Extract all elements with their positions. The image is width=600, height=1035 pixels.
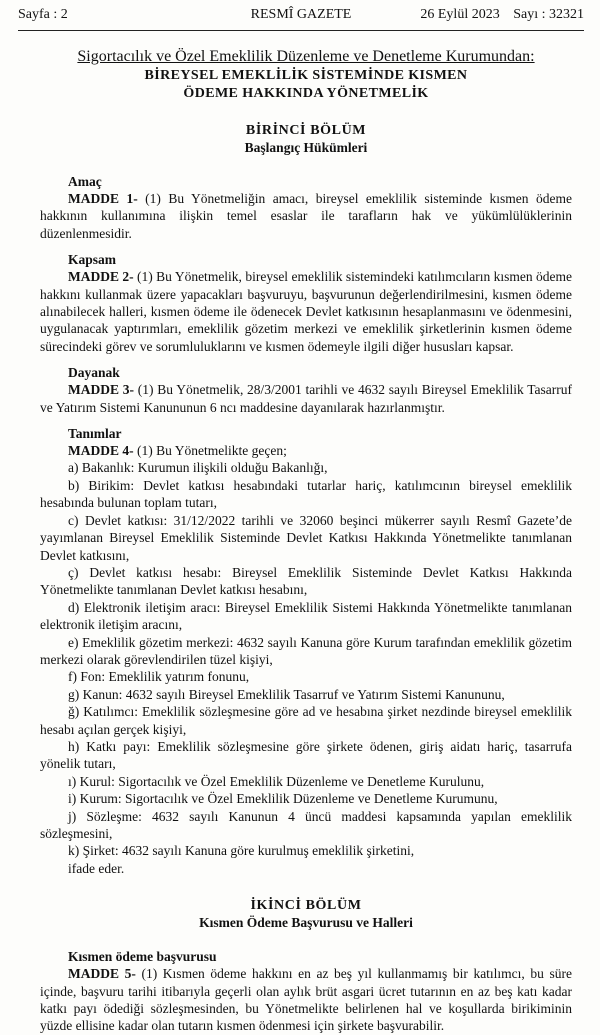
article-number: MADDE 1- — [68, 191, 138, 206]
article-text: (1) Bu Yönetmelikte geçen; — [133, 443, 287, 459]
page-number: Sayfa : 2 — [18, 7, 68, 22]
definition-item: ç) Devlet katkısı hesabı: Bireysel Emeklilik Sisteminde Devlet Katkısı Hakkında Yönetmelikte tanımlanan Devlet katkısı hesabını, — [40, 564, 572, 598]
section-heading-kapsam: Kapsam — [68, 252, 117, 268]
article-text: (1) Bu Yönetmelik, bireysel emeklilik sistemindeki katılımcıların kısmen ödeme hakkını kullanmak üzere yapacakları başvuruyu, başvurunun değerlendirilmesini, kısmen ödeme alınabilecek halleri, kısmen ödeme ile ödenecek Devlet katkısının hesaplanmasını ve ödenmesini, uygulanacak yaptırımları, emeklilik gözetim merkezi ve emeklilik şirketlerinin kısmen ödeme sürecindeki görev ve sorumluluklarını ve kısmen ödemeyle ilgili diğer hususları kapsar. — [40, 269, 572, 354]
section-heading-dayanak: Dayanak — [68, 365, 120, 381]
article-2 — [40, 268, 572, 355]
article-5 — [40, 965, 572, 1035]
definition-item: b) Birikim: Devlet katkısı hesabındaki tutarlar hariç, katılımcının bireysel emeklilik hesabında bulunan toplam tutarı, — [40, 477, 572, 511]
definition-item: h) Katkı payı: Emeklilik sözleşmesine göre şirkete ödenen, giriş aidatı hariç, tasarrufa yönelik tutarı, — [40, 738, 572, 772]
article-3 — [40, 381, 572, 416]
gazette-header — [18, 0, 584, 31]
definition-closing: ifade eder. — [68, 860, 125, 876]
part-1-title: BİRİNCİ BÖLÜM — [245, 123, 367, 138]
part-2-subtitle: Kısmen Ödeme Başvurusu ve Halleri — [199, 915, 413, 931]
article-number: MADDE 3- — [68, 382, 134, 398]
definition-item: e) Emeklilik gözetim merkezi: 4632 sayılı Kanuna göre Kurum tarafından emeklilik gözetim merkezi olarak görevlendirilen tüzel kişiyi, — [40, 634, 572, 667]
article-number: MADDE 5- — [68, 966, 136, 982]
definition-item: f) Fon: Emeklilik yatırım fonunu, — [68, 669, 250, 685]
part-1-subtitle: Başlangıç Hükümleri — [244, 140, 368, 155]
definition-item: ı) Kurul: Sigortacılık ve Özel Emeklilik Düzenleme ve Denetleme Kurulunu, — [68, 773, 485, 789]
regulation-title-line-2: ÖDEME HAKKINDA YÖNETMELİK — [183, 86, 429, 101]
section-heading-basvuru: Kısmen ödeme başvurusu — [68, 949, 217, 965]
article-number: MADDE 4- — [68, 443, 134, 459]
article-1 — [40, 190, 572, 242]
definition-item: a) Bakanlık: Kurumun ilişkili olduğu Bakanlığı, — [68, 460, 328, 476]
section-heading-amac: Amaç — [68, 174, 102, 189]
article-text: (1) Kısmen ödeme hakkını en az beş yıl kullanmamış bir katılımcı, bu süre içinde, başvuru tarihi itibarıyla geçerli olan aylık brüt asgari ücret tutarının en az beş katı kadar katkı payı ödediği sözleşmesinden, bu Yönetmelikte belirlenen hal ve koşullarda birikiminin yüzde ellisine kadar olan tutarın kısmen ödenmesi için şirkete başvurabilir. — [40, 966, 573, 1034]
article-text: (1) Bu Yönetmeliğin amacı, bireysel emeklilik sisteminde kısmen ödeme hakkının kullanımına ilişkin temel esaslar ile tarafların hak ve yükümlülüklerinin düzenlenmesidir. — [40, 191, 572, 241]
issuing-authority: Sigortacılık ve Özel Emeklilik Düzenleme ve Denetleme Kurumundan: — [77, 48, 535, 65]
definition-item: j) Sözleşme: 4632 sayılı Kanunun 4 üncü maddesi kapsamında yapılan emeklilik sözleşmesini, — [40, 808, 572, 841]
definition-item: c) Devlet katkısı: 31/12/2022 tarihli ve 32060 beşinci mükerrer sayılı Resmî Gazete’de yayımlanan Bireysel Emeklilik Sisteminde Devlet Katkısı Hakkında Yönetmelikte tanımlanan Devlet katkısını, — [40, 512, 572, 563]
part-2-title: İKİNCİ BÖLÜM — [250, 898, 362, 914]
date-issue — [410, 0, 584, 30]
definition-item: k) Şirket: 4632 sayılı Kanuna göre kurulmuş emeklilik şirketini, — [68, 843, 415, 859]
definition-item: i) Kurum: Sigortacılık ve Özel Emeklilik Düzenleme ve Denetleme Kurumunu, — [68, 791, 498, 807]
definition-item: g) Kanun: 4632 sayılı Bireysel Emeklilik Tasarruf ve Yatırım Sistemi Kanununu, — [68, 686, 505, 702]
gazette-name: RESMÎ GAZETE — [250, 7, 352, 22]
issue-date: 26 Eylül 2023 — [420, 7, 500, 22]
regulation-title-line-1: BİREYSEL EMEKLİLİK SİSTEMİNDE KISMEN — [144, 68, 468, 83]
article-text: (1) Bu Yönetmelik, 28/3/2001 tarihli ve 4632 sayılı Bireysel Emeklilik Tasarruf ve Yatırım Sistemi Kanununun 6 ncı maddesine dayanılarak hazırlanmıştır. — [40, 382, 572, 415]
section-heading-tanimlar: Tanımlar — [68, 426, 122, 442]
article-number: MADDE 2- — [68, 269, 134, 285]
article-4 — [40, 442, 572, 459]
definition-item: ğ) Katılımcı: Emeklilik sözleşmesine göre ad ve hesabına şirket nezdinde bireysel emeklilik hesabı açılan gerçek kişiyi, — [40, 704, 572, 737]
definition-item: d) Elektronik iletişim aracı: Bireysel Emeklilik Sistemi Hakkında Yönetmelikte tanımlanan elektronik iletişim aracını, — [40, 599, 572, 633]
issue-number: Sayı : 32321 — [513, 7, 584, 22]
